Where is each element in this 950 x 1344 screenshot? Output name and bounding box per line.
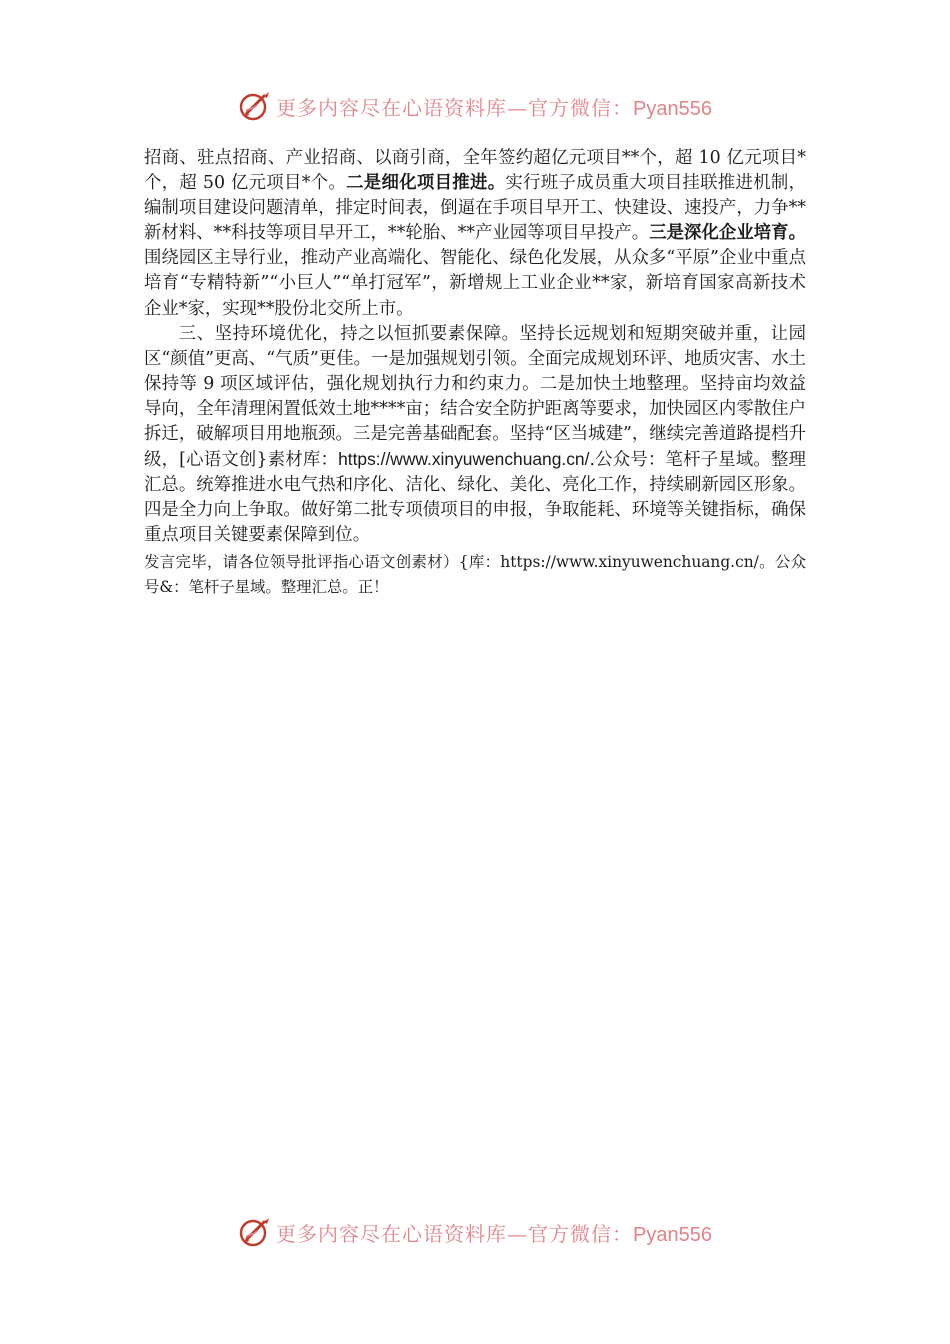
paragraph-environment <box>144 322 806 549</box>
paragraph-investment-text-b: 实行班子成员重大项目挂联推进机制，编制项目建设问题清单，排定时间表，倒逼在手项目早开工、快建设、速投产，力争**新材料、**科技等项目早开工，**轮胎、**产业园等项目早投产。 <box>144 173 806 244</box>
pen-circle-logo-icon <box>238 89 272 123</box>
paragraph-investment-text-a: 招商、驻点招商、产业招商、以商引商，全年签约超亿元项目**个，超 10 亿元项目*个，超 50 亿元项目*个。 <box>144 148 806 194</box>
paragraph-investment <box>144 146 806 322</box>
footer-slogan-main: 更多内容尽在心语资料库—官方微信： <box>276 1221 634 1246</box>
paragraph-environment-text-b: .公众号：笔杆子星域。整理汇总。统筹推进水电气热和序化、洁化、绿化、美化、亮化工作，持续刷新园区形象。四是全力向上争取。做好第二批专项债项目的申报，争取能耗、环境等关键指标，确保重点项目关键要素保障到位。 <box>144 450 806 546</box>
header-slogan-main: 更多内容尽在心语资料库—官方微信： <box>276 95 634 120</box>
header-banner <box>0 86 950 126</box>
paragraph-environment-text-a: 三、坚持环境优化，持之以恒抓要素保障。坚持长远规划和短期突破并重，让园区“颜值”更高、“气质”更佳。一是加强规划引领。全面完成规划环评、地质灾害、水土保持等 9 项区域评估，强化规划执行力和约束力。二是加快土地整理。坚持亩均效益导向，全年清理闲置低效土地****亩；结合安全防护距离等要求，加快园区内零散住户拆迁，破解项目用地瓶颈。三是完善基础配套。坚持“区当城建”，继续完善道路提档升级，[心语文创}素材库： <box>144 323 806 471</box>
closing-remark: 发言完毕，请各位领导批评指心语文创素材）{库：https://www.xinyuwenchuang.cn/。公众号&：笔杆子星域。整理汇总。正！ <box>144 552 806 596</box>
footer-slogan <box>276 1218 712 1247</box>
source-url-link[interactable]: https://www.xinyuwenchuang.cn/ <box>338 449 590 470</box>
paragraph-investment-text-c: 围绕园区主导行业，推动产业高端化、智能化、绿色化发展，从众多“平原”企业中重点培育“专精特新”“小巨人”“单打冠军”，新增规上工业企业**家，新培育国家高新技术企业*家，实现**股份北交所上市。 <box>144 248 806 319</box>
heading-project-advancement: 二是细化项目推进。 <box>346 173 506 194</box>
document-body <box>144 146 806 600</box>
heading-enterprise-cultivation: 三是深化企业培育。 <box>649 223 806 244</box>
footer-wechat-id: Pyan556 <box>633 1223 712 1246</box>
header-slogan <box>276 92 712 121</box>
header-wechat-id: Pyan556 <box>633 97 712 120</box>
footer-banner <box>0 1212 950 1252</box>
pen-circle-logo-icon <box>238 1215 272 1249</box>
